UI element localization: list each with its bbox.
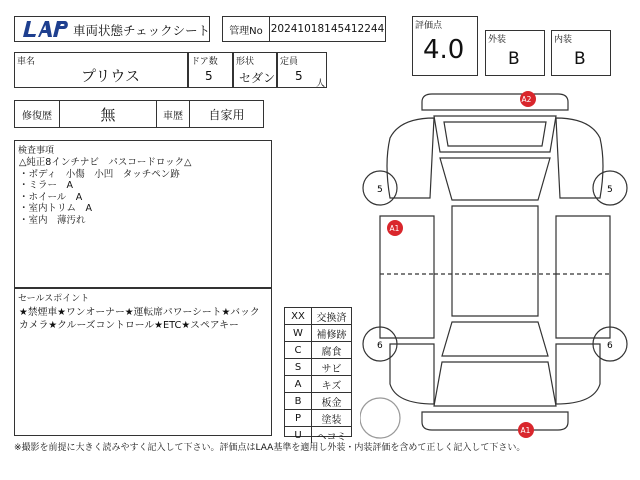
- sales-box: [14, 288, 272, 436]
- damage-marker-label: A2: [521, 95, 532, 104]
- damage-marker-front: [520, 91, 536, 107]
- doors-box: [188, 52, 233, 88]
- legend-meaning: 腐食: [321, 346, 342, 358]
- right-fender-outline: [556, 118, 603, 198]
- doors-label: ドア数: [191, 57, 218, 67]
- legend-code: B: [285, 393, 312, 409]
- legend-code: W: [285, 325, 312, 341]
- exterior-grade: B: [508, 49, 520, 69]
- management-box: [222, 16, 386, 42]
- sheet-title: 車両状態チェックシート: [73, 23, 211, 38]
- legend-meaning: 塗装: [321, 414, 342, 426]
- laa-logo: [21, 19, 69, 39]
- exterior-label: 外装: [488, 35, 507, 45]
- tire-mark-label: 6: [377, 341, 383, 351]
- repair-value: 無: [60, 101, 157, 127]
- left-doors-outline: [380, 216, 434, 338]
- history-box: [14, 100, 264, 128]
- sales-text: ★禁煙車★ワンオーナー★運転席パワーシート★バックカメラ★クルーズコントロール★ETC★スペアキー: [19, 307, 260, 331]
- vehicle-name: プリウス: [81, 67, 140, 85]
- doors-value: 5: [205, 69, 213, 83]
- front-bumper-outline: [422, 94, 568, 110]
- header-box: [14, 16, 210, 42]
- inspection-line: △純正8インチナビ パスコードロック△: [19, 157, 192, 168]
- inspection-line: ・ミラー A: [19, 180, 73, 191]
- rear-window-outline: [442, 322, 548, 356]
- interior-box: [551, 30, 611, 76]
- legend-code: XX: [285, 308, 312, 324]
- shape-box: [233, 52, 277, 88]
- legend-meaning: キズ: [321, 380, 342, 392]
- evaluation-box: [412, 16, 478, 76]
- legend-row: [285, 325, 351, 342]
- footer-note: ※撮影を前提に大きく読みやすく記入して下さい。評価点はLAA基準を適用し外装・内装評価を含めて正しく記入して下さい。: [14, 443, 526, 453]
- trunk-outline: [434, 362, 556, 406]
- capacity-value: 5: [295, 69, 303, 83]
- repair-label: 修復歴: [15, 101, 60, 127]
- shape-label: 形状: [236, 57, 255, 67]
- legend-code: S: [285, 359, 312, 375]
- legend-meaning: 板金: [321, 397, 342, 409]
- legend-meaning: 補修跡: [316, 329, 347, 341]
- evaluation-score: 4.0: [423, 35, 465, 65]
- legend-table: [284, 307, 352, 443]
- rear-bumper-outline: [422, 412, 568, 430]
- damage-marker-left: [387, 220, 403, 236]
- interior-label: 内装: [554, 35, 573, 45]
- vehicle-name-box: [14, 52, 188, 88]
- car-diagram: [360, 88, 630, 440]
- mgmt-label: 管理No: [223, 17, 270, 41]
- capacity-label: 定員: [280, 57, 299, 67]
- windshield-outline: [440, 158, 550, 200]
- legend-code: U: [285, 427, 312, 443]
- roof-outline: [452, 206, 538, 316]
- tire-mark-label: 6: [607, 341, 613, 351]
- legend-meaning: サビ: [321, 363, 342, 375]
- sales-label: セールスポイント: [18, 294, 90, 304]
- capacity-unit: 人: [316, 79, 326, 89]
- inspection-line: ・室内トリム A: [19, 203, 92, 214]
- legend-code: C: [285, 342, 312, 358]
- capacity-box: [277, 52, 327, 88]
- damage-marker-label: A1: [389, 224, 400, 233]
- legend-code: P: [285, 410, 312, 426]
- interior-grade: B: [574, 49, 586, 69]
- usage-value: 自家用: [208, 107, 245, 122]
- damage-marker-rear: [518, 422, 534, 438]
- inspection-line: ・室内 薄汚れ: [19, 214, 86, 226]
- legend-meaning: ヘコミ: [316, 431, 347, 443]
- legend-row: [285, 308, 351, 325]
- left-quarter-outline: [390, 344, 434, 404]
- damage-marker-label: A1: [520, 426, 531, 435]
- inspection-box: [14, 140, 272, 288]
- legend-row: [285, 376, 351, 393]
- shape-value: セダン: [239, 71, 276, 85]
- legend-row: [285, 359, 351, 376]
- right-quarter-outline: [556, 344, 600, 404]
- legend-row: [285, 410, 351, 427]
- legend-code: A: [285, 376, 312, 392]
- evaluation-label: 評価点: [415, 21, 443, 31]
- vehicle-name-label: 車名: [17, 57, 36, 67]
- hood-inner-line: [444, 122, 546, 146]
- legend-row: [285, 342, 351, 359]
- inspection-line: ・ホイール A: [19, 191, 83, 203]
- usage-label: 車歴: [157, 101, 190, 127]
- tire-mark-label: 5: [377, 185, 383, 195]
- spare-tire-circle: [360, 398, 400, 438]
- tire-mark-label: 5: [607, 185, 613, 195]
- left-fender-outline: [387, 118, 434, 198]
- inspection-label: 検査事項: [18, 146, 55, 156]
- legend-meaning: 交換済: [316, 312, 347, 324]
- inspection-lines: [19, 157, 191, 226]
- right-doors-outline: [556, 216, 610, 338]
- legend-row: [285, 393, 351, 410]
- mgmt-number: 20241018145412244: [270, 23, 385, 35]
- exterior-box: [485, 30, 545, 76]
- inspection-line: ・ボディ 小傷 小凹 タッチペン跡: [19, 168, 180, 180]
